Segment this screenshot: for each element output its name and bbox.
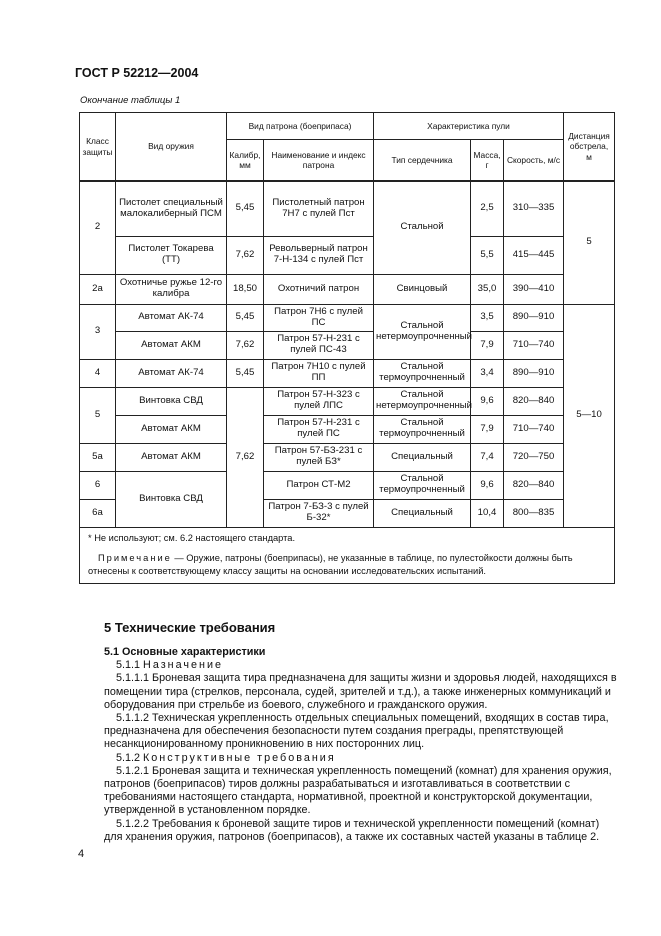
weapon-table bbox=[79, 112, 615, 584]
note-label: Примечание bbox=[98, 553, 172, 564]
cell-mass: 10,4 bbox=[471, 499, 504, 527]
header-speed: Скорость, м/с bbox=[504, 140, 564, 182]
table-row bbox=[80, 387, 615, 415]
cell-core: Стальной bbox=[374, 181, 471, 274]
cell-weapon: Автомат АК-74 bbox=[116, 304, 227, 331]
header-distance: Дистанция обстрела, м bbox=[564, 113, 615, 182]
cell-speed: 415—445 bbox=[504, 236, 564, 274]
cell-speed: 310—335 bbox=[504, 181, 564, 236]
cell-speed: 890—910 bbox=[504, 359, 564, 387]
footnote: * Не используют; см. 6.2 настоящего стандарта. bbox=[88, 532, 296, 543]
cell-cartridge: Охотничий патрон bbox=[264, 274, 374, 304]
cell-weapon: Автомат АКМ bbox=[116, 331, 227, 359]
cell-core: Стальной нетермоупрочненный bbox=[374, 387, 471, 415]
cell-core: Специальный bbox=[374, 443, 471, 471]
cell-cartridge: Патрон 57-БЗ-231 с пулей БЗ* bbox=[264, 443, 374, 471]
table-row bbox=[80, 471, 615, 499]
cell-caliber: 18,50 bbox=[227, 274, 264, 304]
cell-cartridge: Патрон 57-Н-231 с пулей ПС bbox=[264, 415, 374, 443]
header-mass: Масса, г bbox=[471, 140, 504, 182]
subsection-5-1-title: 5.1 Основные характеристики bbox=[104, 646, 266, 658]
cell-caliber: 7,62 bbox=[227, 236, 264, 274]
cell-mass: 3,4 bbox=[471, 359, 504, 387]
paragraph-5-1-2-1: 5.1.2.1 Броневая защита и техническая укрепленность помещений (комнат) для хранения оружия, патронов (боеприпасов) тиров должны разрабатываться и изготавливаться в соответствии с требованиями настоящего стандарта, нормативной, проектной и конструкторской документации, утвержденной в установленном порядке. bbox=[104, 764, 612, 817]
cell-weapon: Автомат АКМ bbox=[116, 443, 227, 471]
header-core-type: Тип сердечника bbox=[374, 140, 471, 182]
cell-mass: 9,6 bbox=[471, 387, 504, 415]
cell-cartridge: Пистолетный патрон 7Н7 с пулей Пст bbox=[264, 181, 374, 236]
cell-core: Свинцовый bbox=[374, 274, 471, 304]
cell-class: 2 bbox=[80, 181, 116, 274]
page-number: 4 bbox=[78, 848, 85, 860]
cell-mass: 3,5 bbox=[471, 304, 504, 331]
cell-mass: 7,9 bbox=[471, 415, 504, 443]
cell-caliber: 5,45 bbox=[227, 181, 264, 236]
paragraph-5-1-2-2: 5.1.2.2 Требования к броневой защите тиров и технической укрепленности помещений (комнат) для хранения оружия, патронов (боеприпасов), а также их составных частей указаны в таблице 2. bbox=[104, 817, 600, 843]
cell-caliber: 5,45 bbox=[227, 359, 264, 387]
table-row bbox=[80, 443, 615, 471]
cell-mass: 7,9 bbox=[471, 331, 504, 359]
cell-core: Специальный bbox=[374, 499, 471, 527]
cell-core: Стальной термоупрочненный bbox=[374, 415, 471, 443]
cell-speed: 390—410 bbox=[504, 274, 564, 304]
section-body bbox=[104, 646, 618, 844]
header-bullet-group: Характеристика пули bbox=[374, 113, 564, 140]
table-caption: Окончание таблицы 1 bbox=[80, 95, 181, 106]
table-row bbox=[80, 359, 615, 387]
subsection-5-1-2-number: 5.1.2 bbox=[116, 751, 141, 764]
table-header-row bbox=[80, 113, 615, 140]
cell-weapon: Пистолет Токарева (ТТ) bbox=[116, 236, 227, 274]
cell-speed: 720—750 bbox=[504, 443, 564, 471]
cell-mass: 7,4 bbox=[471, 443, 504, 471]
cell-cartridge: Патрон 7Н10 с пулей ПП bbox=[264, 359, 374, 387]
table-row bbox=[80, 236, 615, 274]
cell-class: 6 bbox=[80, 471, 116, 499]
document-header: ГОСТ Р 52212—2004 bbox=[75, 66, 199, 80]
cell-speed: 890—910 bbox=[504, 304, 564, 331]
cell-weapon: Автомат АК-74 bbox=[116, 359, 227, 387]
header-cartridge-group: Вид патрона (боеприпаса) bbox=[227, 113, 374, 140]
cell-cartridge: Патрон СТ-М2 bbox=[264, 471, 374, 499]
table-notes bbox=[80, 527, 615, 584]
cell-class: 4 bbox=[80, 359, 116, 387]
table-row bbox=[80, 415, 615, 443]
cell-core: Стальной нетермоупрочненный bbox=[374, 304, 471, 359]
cell-class: 2а bbox=[80, 274, 116, 304]
paragraph-5-1-1-2: 5.1.1.2 Техническая укрепленность отдельных специальных помещений, входящих в состав тира, предназначена для обеспечения безопасности путем создания преграды, препятствующей несанкционированному проникновению в них посторонних лиц. bbox=[104, 712, 609, 751]
cell-weapon: Винтовка СВД bbox=[116, 471, 227, 527]
cell-caliber: 7,62 bbox=[227, 331, 264, 359]
cell-speed: 800—835 bbox=[504, 499, 564, 527]
note bbox=[88, 552, 606, 577]
table-row bbox=[80, 304, 615, 331]
subsection-5-1-2-heading bbox=[104, 752, 618, 765]
subsection-5-1-2-title: Конструктивные требования bbox=[143, 751, 336, 764]
cell-core: Стальной термоупрочненный bbox=[374, 471, 471, 499]
cell-speed: 820—840 bbox=[504, 471, 564, 499]
cell-distance: 5—10 bbox=[564, 304, 615, 527]
cell-class: 6а bbox=[80, 499, 116, 527]
cell-speed: 710—740 bbox=[504, 331, 564, 359]
subsection-5-1-1-title: Назначение bbox=[143, 659, 224, 672]
cell-weapon: Охотничье ружье 12-го калибра bbox=[116, 274, 227, 304]
table-notes-row bbox=[80, 527, 615, 584]
cell-mass: 35,0 bbox=[471, 274, 504, 304]
cell-mass: 5,5 bbox=[471, 236, 504, 274]
cell-distance: 5 bbox=[564, 181, 615, 304]
cell-cartridge: Патрон 7Н6 с пулей ПС bbox=[264, 304, 374, 331]
header-caliber: Калибр, мм bbox=[227, 140, 264, 182]
cell-class: 5а bbox=[80, 443, 116, 471]
cell-speed: 710—740 bbox=[504, 415, 564, 443]
cell-mass: 9,6 bbox=[471, 471, 504, 499]
cell-weapon: Автомат АКМ bbox=[116, 415, 227, 443]
section-title: 5 Технические требования bbox=[104, 620, 276, 635]
cell-weapon: Винтовка СВД bbox=[116, 387, 227, 415]
table-row bbox=[80, 331, 615, 359]
cell-speed: 820—840 bbox=[504, 387, 564, 415]
table-row bbox=[80, 181, 615, 236]
cell-caliber: 5,45 bbox=[227, 304, 264, 331]
cell-class: 5 bbox=[80, 387, 116, 443]
cell-cartridge: Патрон 7-БЗ-3 с пулей Б-32* bbox=[264, 499, 374, 527]
cell-caliber: 7,62 bbox=[227, 387, 264, 527]
cell-class: 3 bbox=[80, 304, 116, 359]
cell-mass: 2,5 bbox=[471, 181, 504, 236]
cell-core: Стальной термоупрочненный bbox=[374, 359, 471, 387]
note-text: — Оружие, патроны (боеприпасы), не указанные в таблице, по пулестойкости должны быть отнесены к соответствующему классу защиты на основании исследовательских испытаний. bbox=[88, 553, 573, 576]
cell-cartridge: Патрон 57-Н-231 с пулей ПС-43 bbox=[264, 331, 374, 359]
cell-weapon: Пистолет специальный малокалиберный ПСМ bbox=[116, 181, 227, 236]
header-weapon: Вид оружия bbox=[116, 113, 227, 182]
subsection-5-1-1-number: 5.1.1 bbox=[116, 659, 141, 672]
cell-cartridge: Револьверный патрон 7-Н-134 с пулей Пст bbox=[264, 236, 374, 274]
cell-cartridge: Патрон 57-Н-323 с пулей ЛПС bbox=[264, 387, 374, 415]
subsection-5-1-1-heading bbox=[104, 659, 618, 672]
table-row bbox=[80, 274, 615, 304]
paragraph-5-1-1-1: 5.1.1.1 Броневая защита тира предназначена для защиты жизни и здоровья людей, находящихся в помещении тира (стрелков, персонала, судей, зрителей и т.д.), а также инженерных коммуникаций и оборудования при стрельбе из боевого, служебного и гражданского оружия. bbox=[104, 672, 617, 711]
header-cartridge-name: Наименование и индекс патрона bbox=[264, 140, 374, 182]
header-protection-class: Класс защиты bbox=[80, 113, 116, 182]
